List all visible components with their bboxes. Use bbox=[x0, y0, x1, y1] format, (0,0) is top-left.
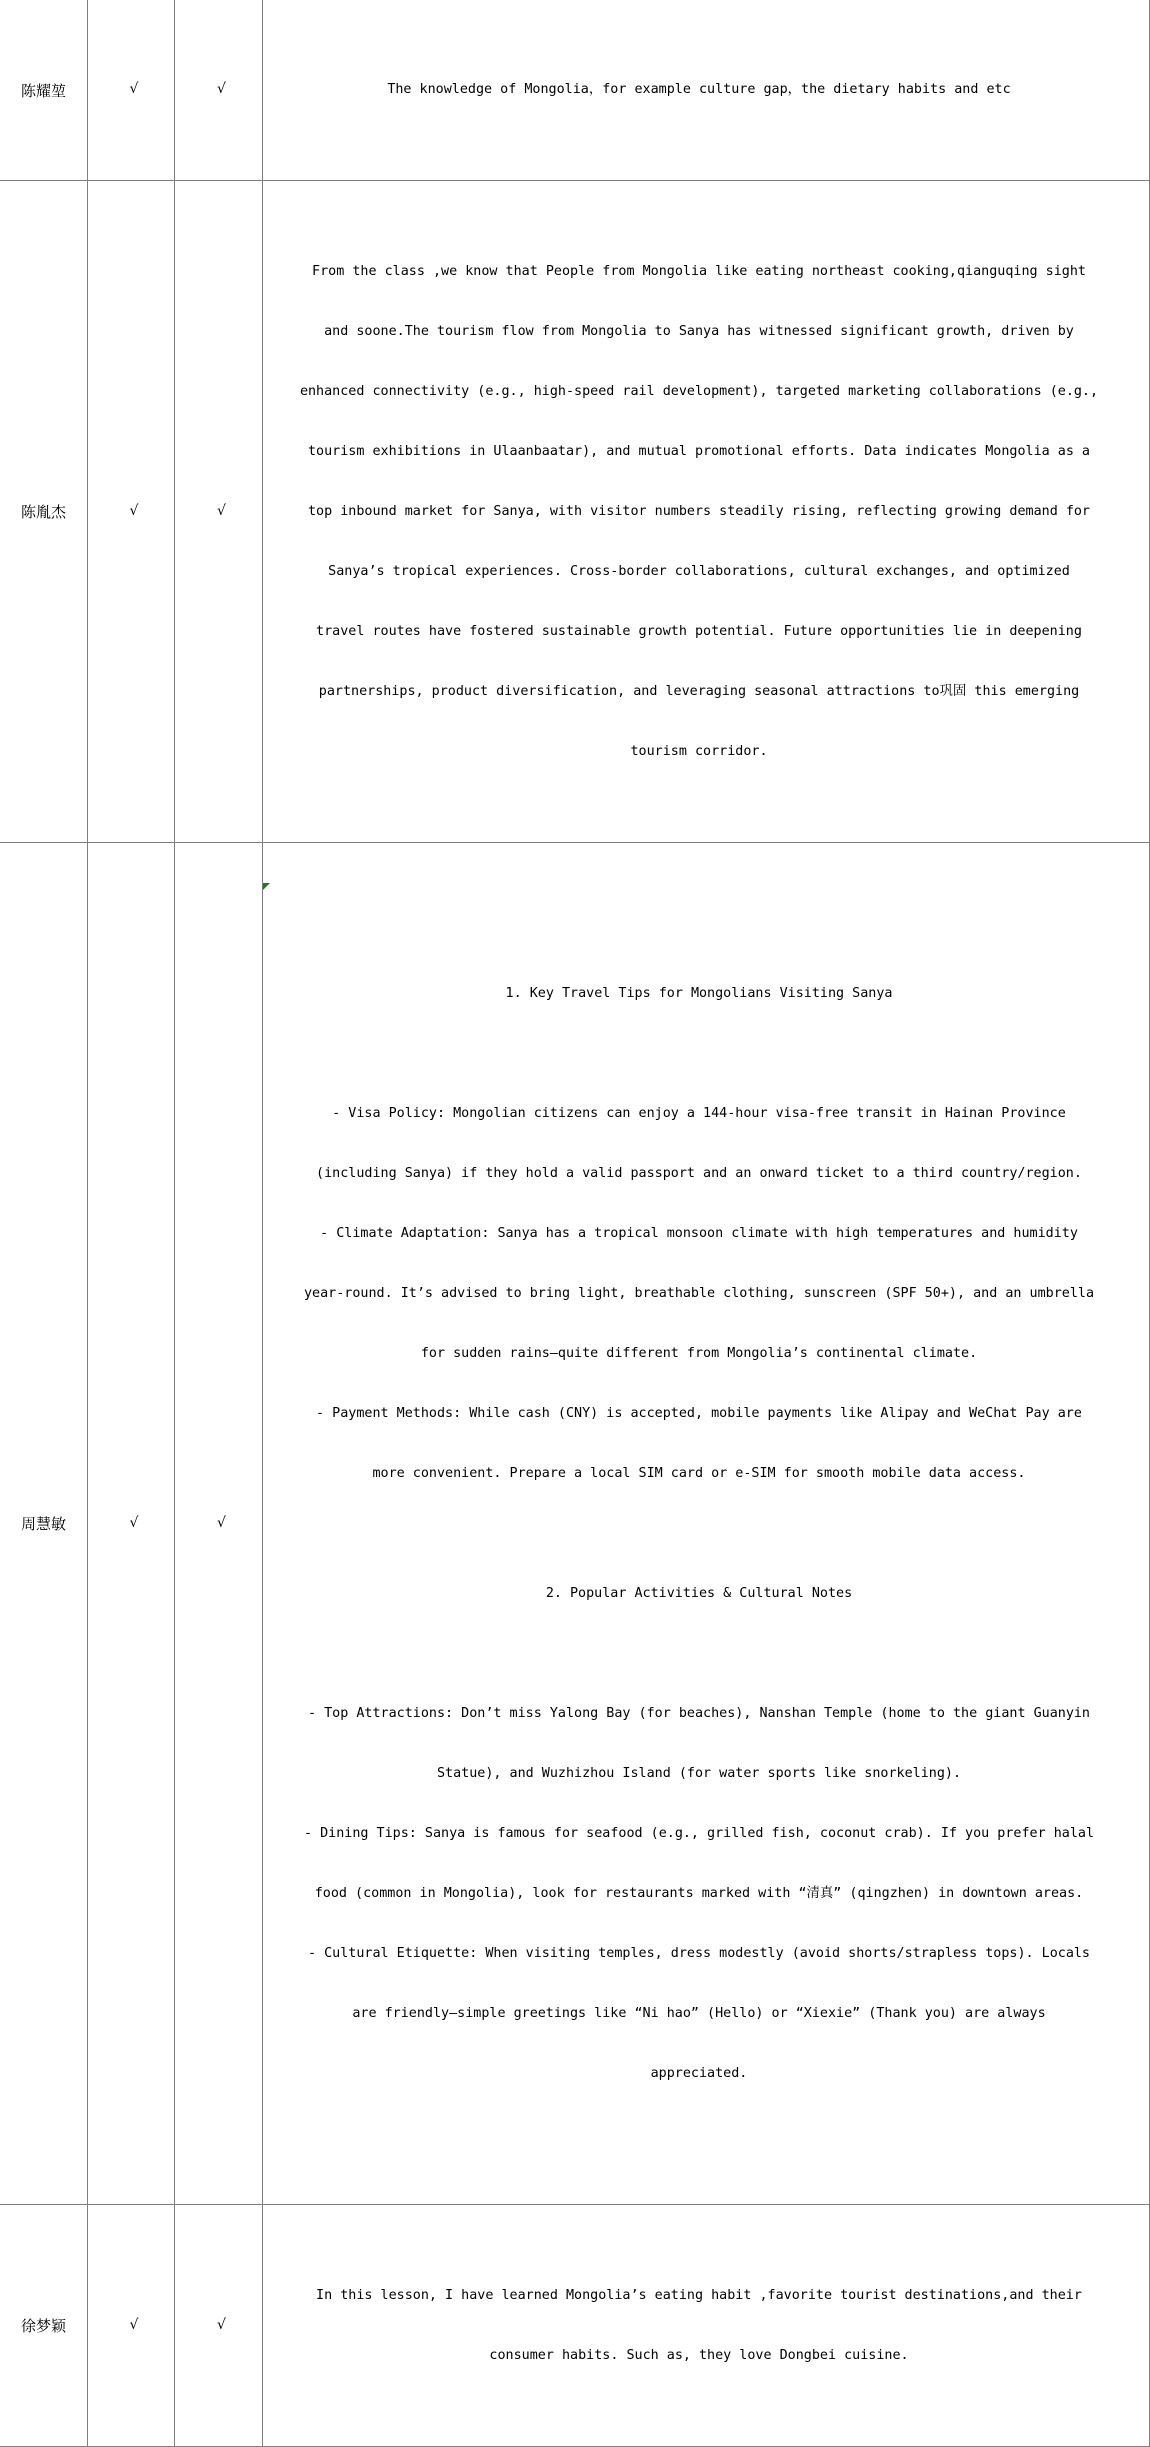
check-cell-1[interactable] bbox=[88, 0, 175, 181]
notes-line: In this lesson, I have learned Mongolia’s eating habit ,favorite tourist destinations,and their bbox=[316, 2288, 1082, 2303]
notes-cell[interactable] bbox=[263, 0, 1150, 181]
checkmark-icon: √ bbox=[129, 1514, 139, 1531]
notes-line: - Payment Methods: While cash (CNY) is accepted, mobile payments like Alipay and WeChat Pay are bbox=[316, 1406, 1082, 1421]
notes-line: more convenient. Prepare a local SIM card or e-SIM for smooth mobile data access. bbox=[372, 1466, 1026, 1481]
notes-line: - Dining Tips: Sanya is famous for seafood (e.g., grilled fish, coconut crab). If you prefer halal bbox=[303, 1826, 1095, 1841]
check-cell-2[interactable] bbox=[175, 181, 263, 843]
notes-line: - Climate Adaptation: Sanya has a tropical monsoon climate with high temperatures and humidity bbox=[320, 1226, 1078, 1241]
checkmark-icon: √ bbox=[217, 2316, 226, 2333]
student-name: 陈耀堃 bbox=[20, 81, 66, 100]
table-row bbox=[0, 0, 1150, 181]
notes-line: year-round. It’s advised to bring light, breathable clothing, sunscreen (SPF 50+), and an umbrella bbox=[303, 1286, 1095, 1301]
table-row bbox=[0, 843, 1150, 2205]
notes-line: tourism corridor. bbox=[630, 744, 768, 759]
blank-line bbox=[263, 1524, 1135, 1544]
notes-line: - Top Attractions: Don’t miss Yalong Bay (for beaches), Nanshan Temple (home to the giant Guanyin bbox=[308, 1706, 1090, 1721]
checkmark-icon: √ bbox=[217, 1514, 226, 1531]
comment-indicator-icon bbox=[263, 883, 270, 890]
student-name: 陈胤杰 bbox=[20, 503, 66, 521]
table-row bbox=[0, 181, 1150, 843]
check-cell-2[interactable] bbox=[175, 843, 263, 2205]
notes-line: 1. Key Travel Tips for Mongolians Visiting Sanya bbox=[505, 986, 893, 1001]
student-name-cell[interactable] bbox=[0, 2205, 88, 2447]
notes-line: are friendly—simple greetings like “Ni hao” (Hello) or “Xiexie” (Thank you) are always bbox=[352, 2006, 1046, 2021]
notes-line: travel routes have fostered sustainable growth potential. Future opportunities lie in deepening bbox=[316, 624, 1082, 639]
student-name-cell[interactable] bbox=[0, 181, 88, 843]
student-name-cell[interactable] bbox=[0, 843, 88, 2205]
notes-cell[interactable] bbox=[263, 2205, 1150, 2447]
notes-line: Statue), and Wuzhizhou Island (for water sports like snorkeling). bbox=[436, 1766, 962, 1781]
check-cell-1[interactable] bbox=[88, 181, 175, 843]
notes-line: partnerships, product diversification, and leveraging seasonal attractions to巩固 this emerging bbox=[318, 684, 1080, 699]
notes-line: top inbound market for Sanya, with visitor numbers steadily rising, reflecting growing demand for bbox=[308, 504, 1090, 519]
blank-line bbox=[263, 1644, 1135, 1664]
check-cell-1[interactable] bbox=[88, 843, 175, 2205]
notes-line: - Visa Policy: Mongolian citizens can enjoy a 144-hour visa-free transit in Hainan Province bbox=[332, 1106, 1066, 1121]
checkmark-icon: √ bbox=[129, 2316, 139, 2333]
student-name-cell[interactable] bbox=[0, 0, 88, 181]
notes-line: Sanya’s tropical experiences. Cross-border collaborations, cultural exchanges, and optimized bbox=[328, 564, 1070, 579]
notes-line: for sudden rains—quite different from Mongolia’s continental climate. bbox=[420, 1346, 978, 1361]
notes-line: food (common in Mongolia), look for restaurants marked with “清真” (qingzhen) in downtown areas. bbox=[314, 1886, 1084, 1901]
notes-line: appreciated. bbox=[650, 2066, 748, 2081]
checkmark-icon: √ bbox=[129, 502, 139, 519]
notes-cell[interactable] bbox=[263, 843, 1150, 2205]
notes-line: The knowledge of Mongolia，for example culture gap，the dietary habits and etc bbox=[387, 82, 1011, 97]
notes-cell[interactable] bbox=[263, 181, 1150, 843]
notes-line: tourism exhibitions in Ulaanbaatar), and mutual promotional efforts. Data indicates Mongolia as a bbox=[308, 444, 1090, 459]
notes-line: 2. Popular Activities & Cultural Notes bbox=[545, 1586, 853, 1601]
notes-line: and soone.The tourism flow from Mongolia to Sanya has witnessed significant growth, driven by bbox=[324, 324, 1074, 339]
notes-line: From the class ,we know that People from Mongolia like eating northeast cooking,qianguqing sight bbox=[312, 264, 1086, 279]
check-cell-1[interactable] bbox=[88, 2205, 175, 2447]
notes-line: consumer habits. Such as, they love Dongbei cuisine. bbox=[489, 2348, 909, 2363]
notes-line: - Cultural Etiquette: When visiting temples, dress modestly (avoid shorts/strapless tops). Locals bbox=[308, 1946, 1090, 1961]
checkmark-icon: √ bbox=[129, 81, 139, 97]
notes-line: (including Sanya) if they hold a valid passport and an onward ticket to a third country/region. bbox=[316, 1166, 1082, 1181]
student-name: 徐梦颖 bbox=[20, 2317, 66, 2335]
blank-line bbox=[263, 1044, 1135, 1064]
check-cell-2[interactable] bbox=[175, 0, 263, 181]
check-cell-2[interactable] bbox=[175, 2205, 263, 2447]
checkmark-icon: √ bbox=[217, 81, 226, 97]
student-name: 周慧敏 bbox=[20, 1515, 66, 1533]
checkmark-icon: √ bbox=[217, 502, 226, 519]
table-row bbox=[0, 2205, 1150, 2447]
notes-line: enhanced connectivity (e.g., high-speed rail development), targeted marketing collaborations (e.g., bbox=[299, 384, 1099, 399]
